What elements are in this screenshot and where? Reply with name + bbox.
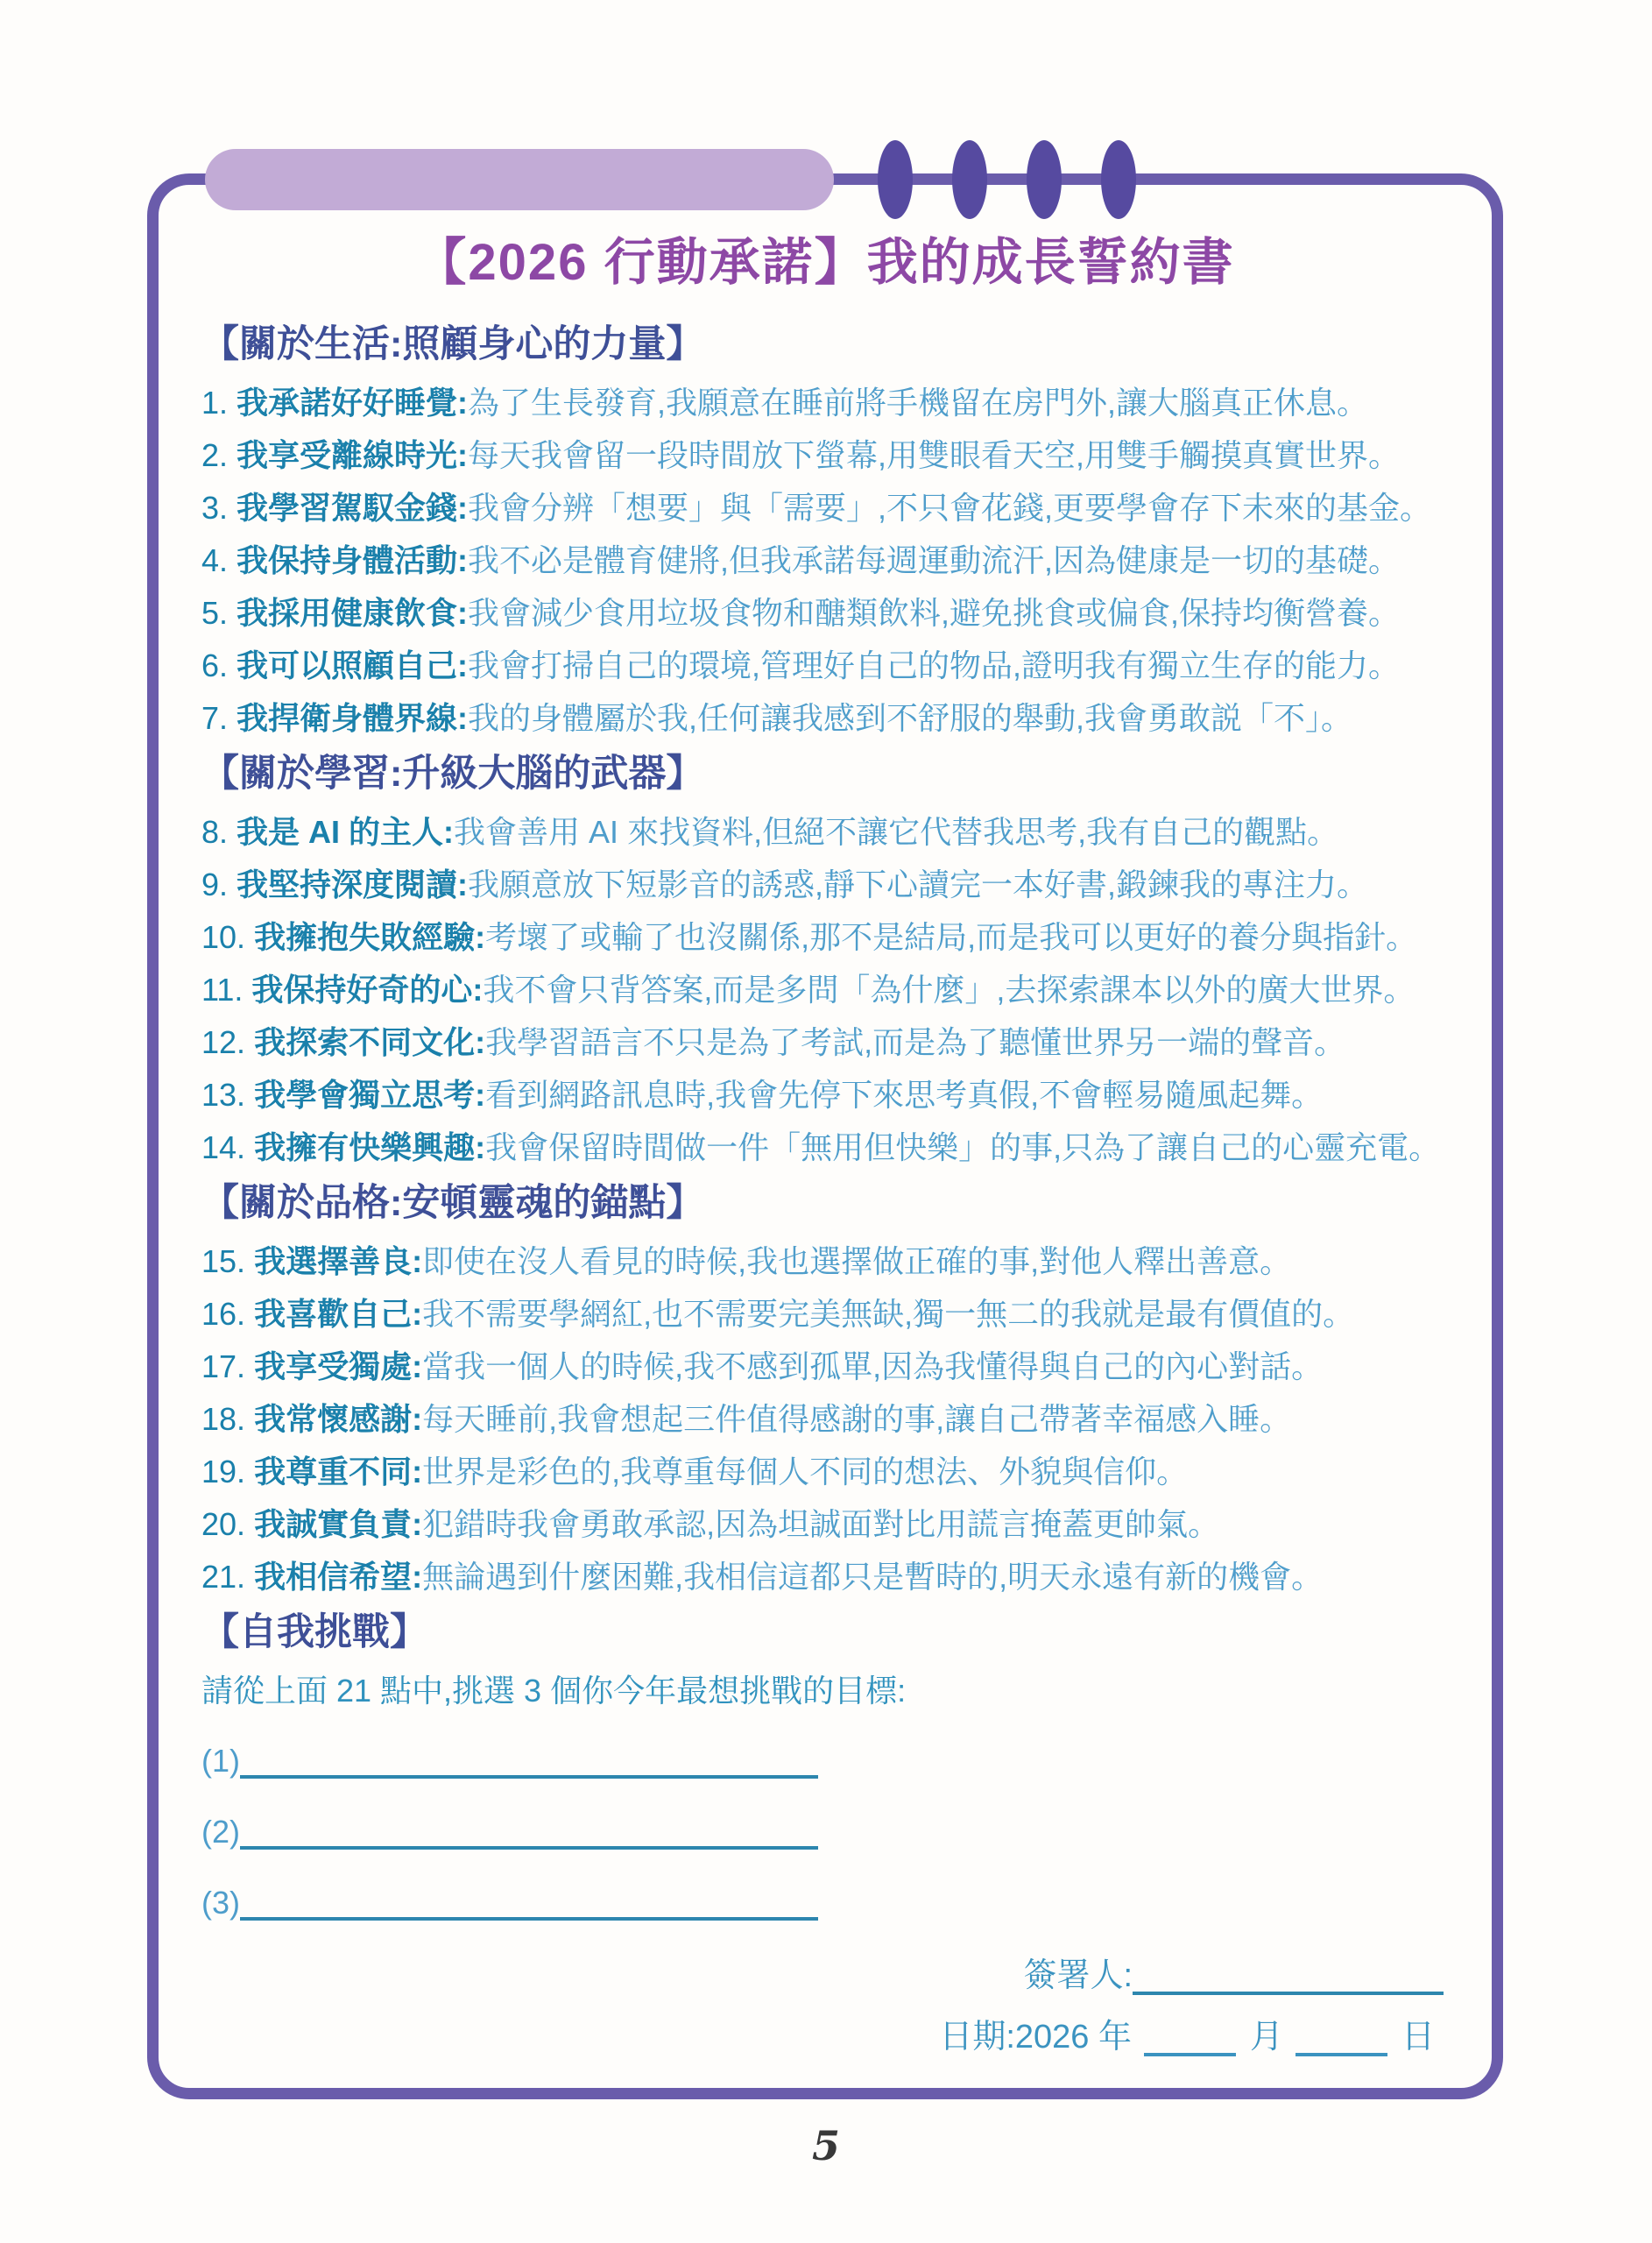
- item-title: 我擁抱失敗經驗:: [254, 919, 486, 955]
- item-number: 19.: [201, 1454, 246, 1489]
- item-desc: 無論遇到什麼困難,我相信這都只是暫時的,明天永遠有新的機會。: [422, 1559, 1324, 1595]
- signer-label: 簽署人:: [1023, 1957, 1133, 1994]
- item-number: 11.: [201, 972, 244, 1008]
- item-desc: 考壞了或輸了也沒關係,那不是結局,而是我可以更好的養分與指針。: [485, 919, 1418, 955]
- item-desc: 我不需要學網紅,也不需要完美無缺,獨一無二的我就是最有價值的。: [422, 1296, 1355, 1332]
- challenge-blank-line-2[interactable]: [240, 1808, 818, 1850]
- item-number: 1.: [201, 385, 229, 421]
- item-desc: 我的身體屬於我,任何讓我感到不舒服的舉動,我會勇敢説「不」。: [468, 700, 1353, 736]
- section-heading-life: 【關於生活:照顧身心的力量】: [201, 323, 704, 365]
- item-desc: 犯錯時我會勇敢承認,因為坦誠面對比用謊言掩蓋更帥氣。: [422, 1506, 1220, 1542]
- pledge-item-4: [201, 543, 1447, 578]
- pledge-item-9: [201, 867, 1447, 902]
- bead-icon: [1101, 140, 1136, 219]
- signature-line[interactable]: [1133, 1949, 1444, 1995]
- item-number: 20.: [201, 1506, 246, 1542]
- item-title: 我保持好奇的心:: [251, 972, 484, 1008]
- item-desc: 我會保留時間做一件「無用但快樂」的事,只為了讓自己的心靈充電。: [485, 1129, 1441, 1165]
- pledge-item-6: [201, 648, 1447, 683]
- pledge-item-1: [201, 386, 1447, 421]
- date-day-blank[interactable]: [1295, 2013, 1387, 2056]
- item-number: 18.: [201, 1401, 246, 1437]
- item-number: 2.: [201, 437, 229, 473]
- item-title: 我承諾好好睡覺:: [237, 385, 469, 421]
- pledge-item-13: [201, 1078, 1447, 1113]
- item-number: 7.: [201, 700, 229, 736]
- item-number: 8.: [201, 814, 229, 850]
- date-row: [201, 2011, 1447, 2056]
- item-number: 3.: [201, 490, 229, 526]
- item-number: 6.: [201, 647, 229, 683]
- pledge-item-18: [201, 1402, 1447, 1437]
- item-number: 9.: [201, 867, 229, 902]
- item-title: 我喜歡自己:: [254, 1296, 423, 1332]
- item-number: 16.: [201, 1296, 246, 1332]
- item-number: 15.: [201, 1243, 246, 1279]
- item-desc: 即使在沒人看見的時候,我也選擇做正確的事,對他人釋出善意。: [422, 1243, 1292, 1279]
- item-desc: 我不必是體育健將,但我承諾每週運動流汗,因為健康是一切的基礎。: [468, 542, 1401, 578]
- pledge-item-5: [201, 596, 1447, 631]
- pledge-item-19: [201, 1454, 1447, 1489]
- pledge-item-14: [201, 1130, 1447, 1165]
- challenge-blank-row-3: [201, 1879, 1447, 1921]
- item-title: 我常懷感謝:: [254, 1401, 423, 1437]
- pledge-item-3: [201, 491, 1447, 526]
- item-desc: 為了生長發育,我願意在睡前將手機留在房門外,讓大腦真正休息。: [468, 385, 1369, 421]
- item-title: 我堅持深度閱讀:: [237, 867, 469, 902]
- item-title: 我採用健康飲食:: [237, 595, 469, 631]
- item-title: 我學習駕馭金錢:: [237, 490, 469, 526]
- pledge-item-2: [201, 438, 1447, 473]
- item-desc: 我學習語言不只是為了考試,而是為了聽懂世界另一端的聲音。: [485, 1024, 1346, 1060]
- page-title: 【2026 行動承諾】我的成長誓約書: [415, 234, 1235, 291]
- item-title: 我選擇善良:: [254, 1243, 423, 1279]
- item-desc: 我願意放下短影音的誘惑,靜下心讀完一本好書,鍛鍊我的專注力。: [468, 867, 1369, 902]
- item-title: 我學會獨立思考:: [254, 1077, 486, 1113]
- section-heading-character: 【關於品格:安頓靈魂的錨點】: [201, 1182, 704, 1224]
- item-title: 我享受獨處:: [254, 1348, 423, 1384]
- item-number: 4.: [201, 542, 229, 578]
- item-desc: 我會打掃自己的環境,管理好自己的物品,證明我有獨立生存的能力。: [468, 647, 1401, 683]
- challenge-blank-line-3[interactable]: [240, 1879, 818, 1921]
- item-title: 我相信希望:: [254, 1559, 423, 1595]
- pledge-item-10: [201, 920, 1447, 955]
- item-desc: 當我一個人的時候,我不感到孤單,因為我懂得與自己的內心對話。: [422, 1348, 1324, 1384]
- pledge-item-15: [201, 1244, 1447, 1279]
- date-day-label: 日: [1401, 2019, 1435, 2055]
- bead-icon: [1027, 140, 1062, 219]
- blank-label-3: (3): [201, 1885, 240, 1921]
- item-number: 17.: [201, 1348, 246, 1384]
- bead-icon: [878, 140, 913, 219]
- date-month-label: 月: [1249, 2019, 1283, 2055]
- item-number: 21.: [201, 1559, 246, 1595]
- pledge-item-7: [201, 701, 1447, 736]
- item-desc: 我會善用 AI 來找資料,但絕不讓它代替我思考,我有自己的觀點。: [454, 814, 1339, 850]
- item-number: 13.: [201, 1077, 246, 1113]
- challenge-blank-line-1[interactable]: [240, 1737, 818, 1779]
- blank-label-1: (1): [201, 1743, 240, 1779]
- page-number: 5: [811, 2122, 840, 2169]
- item-number: 12.: [201, 1024, 246, 1060]
- blank-label-2: (2): [201, 1814, 240, 1850]
- pledge-item-16: [201, 1297, 1447, 1332]
- header-pill-decoration: [205, 149, 834, 210]
- date-month-blank[interactable]: [1144, 2013, 1236, 2056]
- item-desc: 世界是彩色的,我尊重每個人不同的想法、外貌與信仰。: [422, 1454, 1189, 1489]
- item-desc: 我不會只背答案,而是多問「為什麼」,去探索課本以外的廣大世界。: [483, 972, 1415, 1008]
- item-title: 我探索不同文化:: [254, 1024, 486, 1060]
- item-desc: 每天我會留一段時間放下螢幕,用雙眼看天空,用雙手觸摸真實世界。: [468, 437, 1401, 473]
- item-title: 我尊重不同:: [254, 1454, 423, 1489]
- signature-row: [201, 1949, 1447, 1995]
- item-title: 我捍衛身體界線:: [237, 700, 469, 736]
- item-desc: 看到網路訊息時,我會先停下來思考真假,不會輕易隨風起舞。: [485, 1077, 1324, 1113]
- item-title: 我享受離線時光:: [237, 437, 469, 473]
- item-title: 我可以照顧自己:: [237, 647, 469, 683]
- pledge-item-21: [201, 1560, 1447, 1595]
- challenge-instruction: 請從上面 21 點中,挑選 3 個你今年最想挑戰的目標:: [201, 1673, 907, 1709]
- challenge-blank-row-2: [201, 1808, 1447, 1850]
- item-title: 我保持身體活動:: [237, 542, 469, 578]
- item-desc: 每天睡前,我會想起三件值得感謝的事,讓自己帶著幸福感入睡。: [422, 1401, 1292, 1437]
- date-prefix-label: 日期:2026 年: [939, 2019, 1132, 2055]
- item-title: 我誠實負責:: [254, 1506, 423, 1542]
- section-heading-challenge: 【自我挑戰】: [201, 1611, 427, 1653]
- item-desc: 我會分辨「想要」與「需要」,不只會花錢,更要學會存下未來的基金。: [468, 490, 1432, 526]
- pledge-item-11: [201, 973, 1447, 1008]
- pledge-content: [201, 324, 1447, 2056]
- item-desc: 我會減少食用垃圾食物和醣類飲料,避免挑食或偏食,保持均衡營養。: [468, 595, 1401, 631]
- item-title: 我是 AI 的主人:: [237, 814, 455, 850]
- pledge-item-17: [201, 1349, 1447, 1384]
- item-number: 10.: [201, 919, 246, 955]
- pledge-item-8: [201, 815, 1447, 850]
- pledge-item-20: [201, 1507, 1447, 1542]
- bead-icon: [952, 140, 987, 219]
- item-number: 14.: [201, 1129, 246, 1165]
- pledge-item-12: [201, 1025, 1447, 1060]
- challenge-blank-row-1: [201, 1737, 1447, 1779]
- item-number: 5.: [201, 595, 229, 631]
- item-title: 我擁有快樂興趣:: [254, 1129, 486, 1165]
- section-heading-learning: 【關於學習:升級大腦的武器】: [201, 753, 704, 795]
